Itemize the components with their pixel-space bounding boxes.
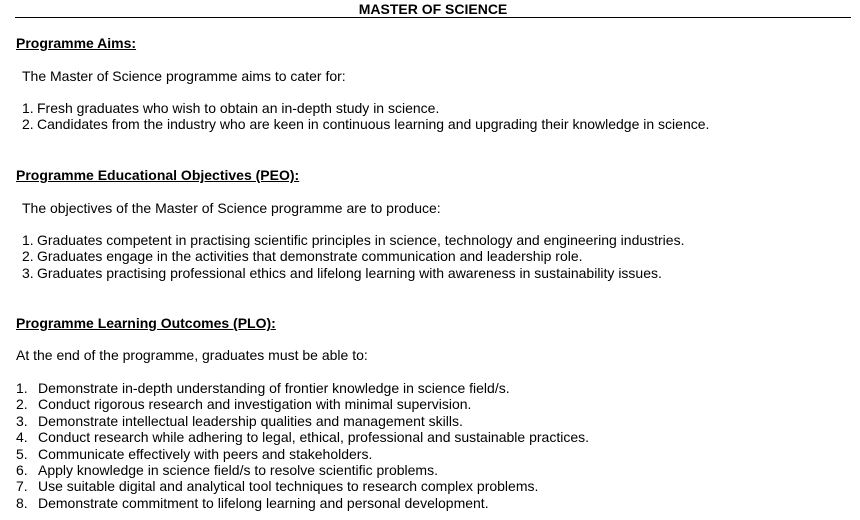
list-item [16, 429, 589, 445]
list-item-text: Conduct research while adhering to legal, ethical, professional and sustainable practices. [38, 429, 589, 446]
list-item-text: Graduates practising professional ethics and lifelong learning with awareness in sustainability issues. [37, 264, 662, 281]
list-item-number: 2. [22, 116, 34, 133]
title-divider [15, 17, 851, 18]
list-item-number: 2. [22, 248, 34, 265]
list-item [22, 232, 684, 248]
peo-intro: The objectives of the Master of Science programme are to produce: [22, 200, 441, 216]
plo-heading: Programme Learning Outcomes (PLO): [16, 315, 276, 331]
plo-intro: At the end of the programme, graduates must be able to: [16, 347, 368, 363]
list-item-text: Demonstrate in-depth understanding of frontier knowledge in science field/s. [38, 380, 510, 396]
list-item-number: 3. [22, 264, 34, 281]
list-item [16, 495, 589, 511]
list-item [22, 116, 709, 132]
list-item-number: 1. [22, 100, 34, 116]
list-item [16, 478, 589, 494]
list-item-number: 1. [16, 380, 28, 396]
list-item-text: Graduates competent in practising scientific principles in science, technology and engineering industries. [37, 232, 685, 248]
list-item-text: Apply knowledge in science field/s to resolve scientific problems. [38, 461, 438, 478]
aims-list [22, 100, 709, 133]
list-item [16, 413, 589, 429]
list-item-number: 6. [16, 461, 28, 478]
list-item-text: Fresh graduates who wish to obtain an in-depth study in science. [37, 100, 440, 116]
list-item-number: 3. [16, 412, 28, 429]
list-item [16, 396, 589, 412]
list-item-text: Candidates from the industry who are keen in continuous learning and upgrading their knowledge in science. [37, 116, 710, 133]
list-item [22, 248, 684, 264]
list-item-text: Demonstrate commitment to lifelong learning and personal development. [38, 494, 489, 511]
page-title: MASTER OF SCIENCE [358, 1, 508, 17]
list-item [22, 100, 709, 116]
peo-heading: Programme Educational Objectives (PEO): [16, 167, 300, 183]
aims-intro: The Master of Science programme aims to cater for: [22, 68, 346, 84]
list-item-text: Conduct rigorous research and investigation with minimal supervision. [38, 396, 472, 413]
list-item-text: Communicate effectively with peers and stakeholders. [38, 445, 373, 462]
list-item-text: Graduates engage in the activities that demonstrate communication and leadership role. [37, 248, 583, 265]
list-item-number: 2. [16, 396, 28, 413]
list-item-number: 5. [16, 445, 28, 462]
peo-list [22, 232, 684, 281]
aims-heading: Programme Aims: [16, 35, 137, 51]
list-item-number: 4. [16, 429, 28, 446]
list-item-text: Demonstrate intellectual leadership qualities and management skills. [38, 412, 463, 429]
list-item-number: 7. [16, 478, 28, 495]
list-item [16, 446, 589, 462]
list-item-number: 1. [22, 232, 34, 248]
list-item [16, 462, 589, 478]
plo-list [16, 380, 589, 511]
list-item-number: 8. [16, 494, 28, 511]
list-item-text: Use suitable digital and analytical tool techniques to research complex problems. [38, 478, 539, 495]
list-item [16, 380, 589, 396]
list-item [22, 265, 684, 281]
